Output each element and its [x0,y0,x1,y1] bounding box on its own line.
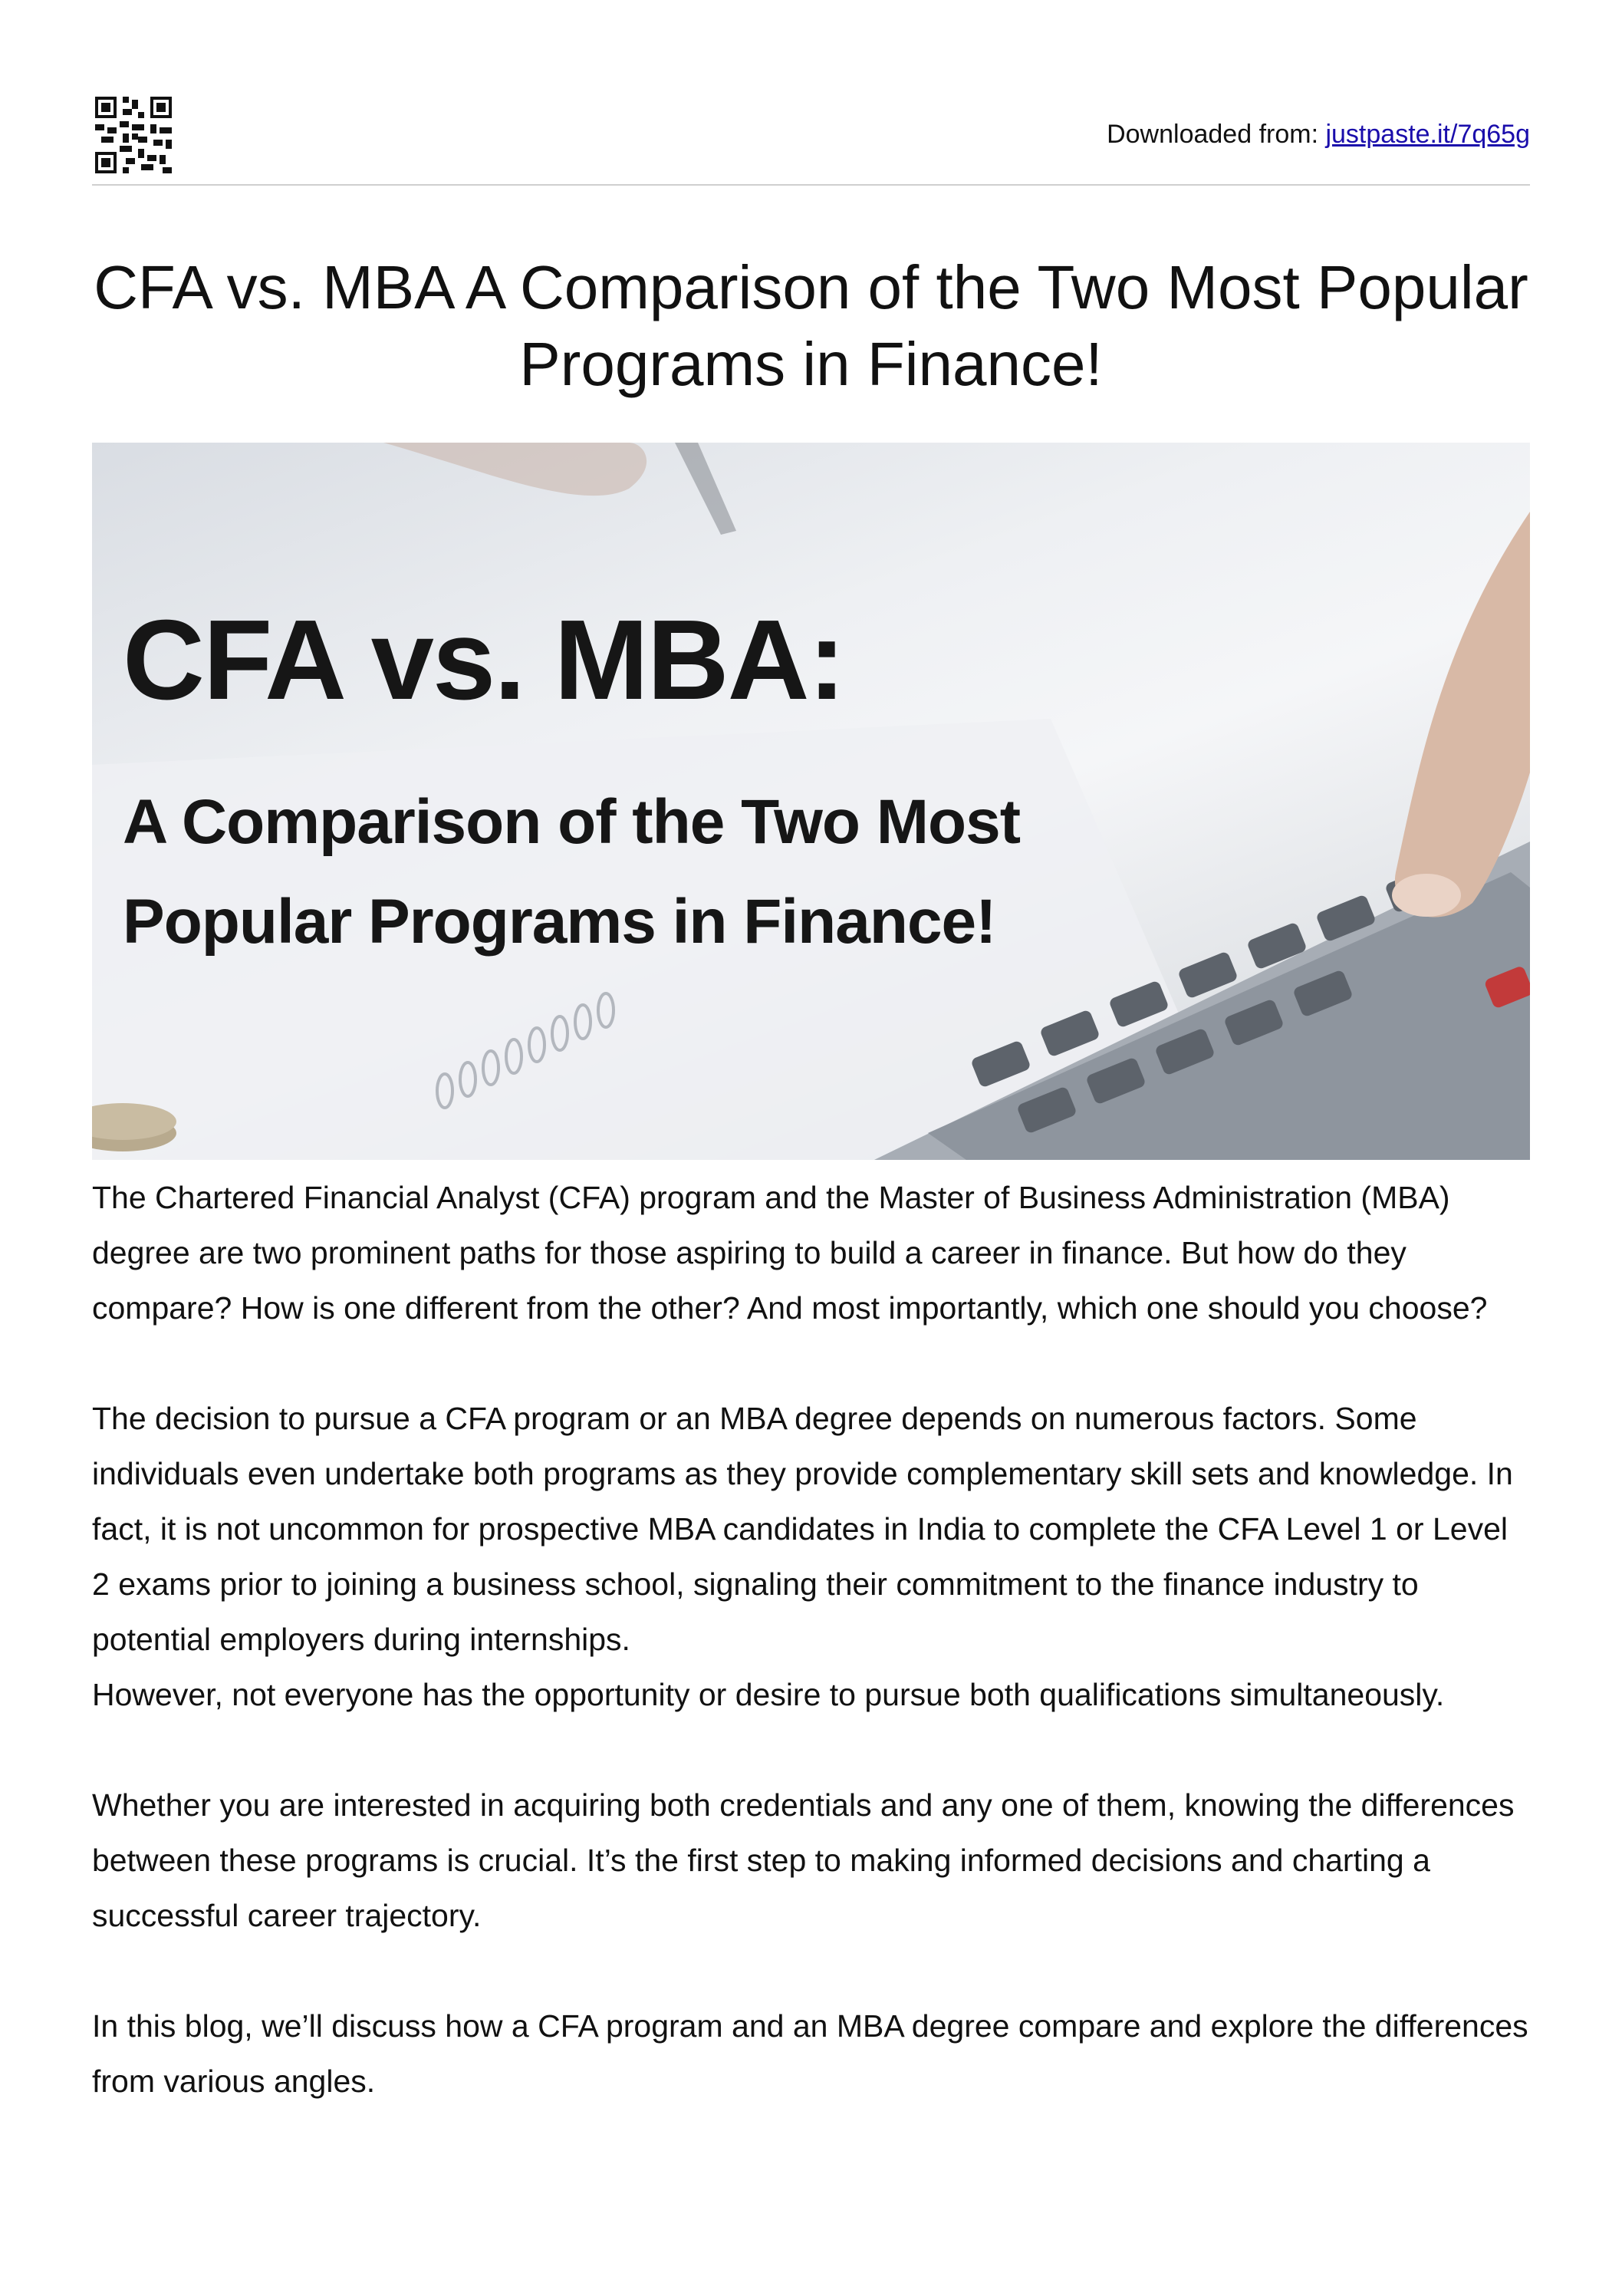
paragraph-text: The decision to pursue a CFA program or an MBA degree depends on numerous factors. Some individuals even undertake both programs as they provide complementary skill sets and knowledge. In fact, it is not uncommon for prospective MBA candidates in India to complete the CFA Level 1 or Level 2 exams prior to joining a business school, signaling their commitment to the finance industry to potential employers during internships. [92,1401,1513,1657]
source-link[interactable]: justpaste.it/7q65g [1325,120,1530,149]
hero-subtitle-line: A Comparison of the Two Most [123,787,1021,857]
hero-subtitle-line: Popular Programs in Finance! [123,887,996,957]
article-body [92,1170,1530,2164]
page-title: CFA vs. MBA A Comparison of the Two Most Popular Programs in Finance! [94,253,1528,398]
downloaded-label: Downloaded from: [1107,120,1326,149]
paragraph: In this blog, we’ll discuss how a CFA program and an MBA degree compare and explore the differences from various angles. [92,2008,1528,2099]
download-source [1107,120,1530,150]
paragraph [92,1391,1530,1722]
hero-title: CFA vs. MBA: [123,597,844,723]
hero-image [92,443,1530,1160]
paragraph: The Chartered Financial Analyst (CFA) program and the Master of Business Administration (MBA) degree are two prominent paths for those aspiring to build a career in finance. But how do they compare? How is one different from the other? And most importantly, which one should you choose? [92,1180,1488,1326]
qr-code-icon [95,97,172,173]
header-divider [92,184,1530,186]
hero-subtitle [123,772,1196,972]
paragraph-text: However, not everyone has the opportunity or desire to pursue both qualifications simultaneously. [92,1677,1445,1712]
paragraph: Whether you are interested in acquiring both credentials and any one of them, knowing the differences between these programs is crucial. It’s the first step to making informed decisions and charting a successful career trajectory. [92,1787,1515,1933]
